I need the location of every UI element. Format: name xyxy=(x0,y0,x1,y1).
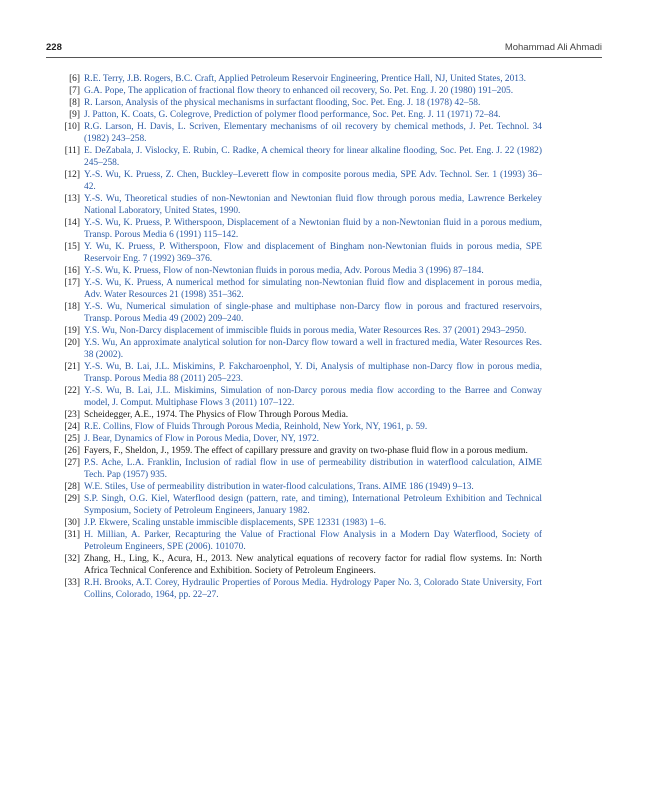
reference-number: [12] xyxy=(64,170,80,180)
reference-link[interactable]: Y.-S. Wu, B. Lai, J.L. Miskimins, P. Fakcharoenphol, Y. Di, Analysis of multiphase non-Darcy flow in porous media, Transp. Porous Media 88 (2011) 205–223. xyxy=(84,362,542,384)
reference-link[interactable]: R. Larson, Analysis of the physical mechanisms in surfactant flooding, Soc. Pet. Eng. J. 18 (1978) 42–58. xyxy=(84,98,481,108)
page-header xyxy=(46,40,602,56)
reference-link[interactable]: Y.S. Wu, An approximate analytical solution for non-Darcy flow toward a well in fractured media, Water Resources Res. 38 (2002). xyxy=(84,338,542,360)
reference-link[interactable]: Y.-S. Wu, Theoretical studies of non-Newtonian and Newtonian fluid flow through porous media, Lawrence Berkeley National Laboratory, United States, 1990. xyxy=(84,194,542,216)
reference-item xyxy=(60,445,542,457)
reference-number: [10] xyxy=(64,122,80,132)
reference-number: [8] xyxy=(69,98,80,108)
reference-item[interactable] xyxy=(60,529,542,553)
reference-link[interactable]: E. DeZabala, J. Vislocky, E. Rubin, C. Radke, A chemical theory for linear alkaline flooding, Soc. Pet. Eng. J. 22 (1982) 245–258. xyxy=(84,146,542,168)
reference-item[interactable] xyxy=(60,457,542,481)
reference-link[interactable]: R.E. Terry, J.B. Rogers, B.C. Craft, Applied Petroleum Reservoir Engineering, Prentice Hall, NJ, United States, 2013. xyxy=(84,74,526,84)
reference-item[interactable] xyxy=(60,301,542,325)
reference-number: [6] xyxy=(69,74,80,84)
reference-number: [16] xyxy=(64,266,80,276)
reference-item[interactable] xyxy=(60,433,542,445)
reference-number: [33] xyxy=(64,578,80,588)
reference-item[interactable] xyxy=(60,169,542,193)
reference-number: [9] xyxy=(69,110,80,120)
reference-number: [21] xyxy=(64,362,80,372)
reference-link[interactable]: J. Bear, Dynamics of Flow in Porous Media, Dover, NY, 1972. xyxy=(84,434,319,444)
reference-item[interactable] xyxy=(60,73,542,85)
reference-link[interactable]: J.P. Ekwere, Scaling unstable immiscible displacements, SPE 12331 (1983) 1–6. xyxy=(84,518,387,528)
reference-link[interactable]: R.H. Brooks, A.T. Corey, Hydraulic Properties of Porous Media. Hydrology Paper No. 3, Colorado State University, Fort Collins, Colorado, 1964, pp. 22–27. xyxy=(84,578,542,600)
reference-number: [19] xyxy=(64,326,80,336)
reference-item[interactable] xyxy=(60,577,542,601)
header-rule xyxy=(46,57,602,58)
reference-link[interactable]: H. Millian, A. Parker, Recapturing the Value of Fractional Flow Analysis in a Modern Day Waterflood, Society of Petroleum Engineers, SPE (2006). 101070. xyxy=(84,530,542,552)
reference-item[interactable] xyxy=(60,517,542,529)
reference-list xyxy=(60,73,542,601)
reference-number: [15] xyxy=(64,242,80,252)
reference-number: [23] xyxy=(64,410,80,420)
reference-text: Scheidegger, A.E., 1974. The Physics of Flow Through Porous Media. xyxy=(84,410,349,420)
reference-item[interactable] xyxy=(60,217,542,241)
reference-item[interactable] xyxy=(60,481,542,493)
reference-link[interactable]: S.P. Singh, O.G. Kiel, Waterflood design (pattern, rate, and timing), International Petroleum Exhibition and Technical Symposium, Society of Petroleum Engineers, January 1982. xyxy=(84,494,542,516)
reference-number: [27] xyxy=(64,458,80,468)
reference-link[interactable]: Y.-S. Wu, K. Pruess, Z. Chen, Buckley–Leverett flow in composite porous media, SPE Adv. Technol. Ser. 1 (1993) 36–42. xyxy=(84,170,542,192)
reference-item[interactable] xyxy=(60,97,542,109)
reference-text: Zhang, H., Ling, K., Acura, H., 2013. New analytical equations of recovery factor for radial flow systems. In: North Africa Technical Conference and Exhibition. Society of Petroleum Engineers. xyxy=(84,554,542,576)
reference-link[interactable]: Y.-S. Wu, B. Lai, J.L. Miskimins, Simulation of non-Darcy porous media flow according to the Barree and Conway model, J. Comput. Multiphase Flows 3 (2011) 107–122. xyxy=(84,386,542,408)
reference-item xyxy=(60,553,542,577)
reference-item[interactable] xyxy=(60,193,542,217)
reference-number: [14] xyxy=(64,218,80,228)
reference-number: [7] xyxy=(69,86,80,96)
reference-link[interactable]: Y. Wu, K. Pruess, P. Witherspoon, Flow and displacement of Bingham non-Newtonian fluids in porous media, SPE Reservoir Eng. 7 (1992) 369–376. xyxy=(84,242,542,264)
reference-item[interactable] xyxy=(60,85,542,97)
reference-number: [24] xyxy=(64,422,80,432)
reference-item[interactable] xyxy=(60,241,542,265)
running-head: Mohammad Ali Ahmadi xyxy=(504,42,602,53)
reference-item xyxy=(60,409,542,421)
reference-item[interactable] xyxy=(60,385,542,409)
reference-number: [17] xyxy=(64,278,80,288)
reference-link[interactable]: Y.-S. Wu, Numerical simulation of single-phase and multiphase non-Darcy flow in porous and fractured reservoirs, Transp. Porous Media 49 (2002) 209–240. xyxy=(84,302,542,324)
reference-link[interactable]: W.E. Stiles, Use of permeability distribution in water-flood calculations, Trans. AIME 186 (1949) 9–13. xyxy=(84,482,474,492)
reference-item[interactable] xyxy=(60,337,542,361)
reference-link[interactable]: P.S. Ache, L.A. Franklin, Inclusion of radial flow in use of permeability distribution in waterflood calculation, AIME Tech. Pap (1957) 935. xyxy=(84,458,542,480)
reference-number: [26] xyxy=(64,446,80,456)
reference-number: [20] xyxy=(64,338,80,348)
reference-link[interactable]: G.A. Pope, The application of fractional flow theory to enhanced oil recovery, So. Pet. Eng. J. 20 (1980) 191–205. xyxy=(84,86,514,96)
reference-link[interactable]: Y.-S. Wu, K. Pruess, Flow of non-Newtonian fluids in porous media, Adv. Porous Media 3 (1996) 87–184. xyxy=(84,266,484,276)
reference-number: [32] xyxy=(64,554,80,564)
reference-item[interactable] xyxy=(60,493,542,517)
reference-number: [18] xyxy=(64,302,80,312)
reference-item[interactable] xyxy=(60,121,542,145)
reference-number: [13] xyxy=(64,194,80,204)
reference-link[interactable]: J. Patton, K. Coats, G. Colegrove, Prediction of polymer flood performance, Soc. Pet. Eng. J. 11 (1971) 72–84. xyxy=(84,110,501,120)
reference-number: [22] xyxy=(64,386,80,396)
reference-item[interactable] xyxy=(60,277,542,301)
reference-link[interactable]: Y.S. Wu, Non-Darcy displacement of immiscible fluids in porous media, Water Resources Res. 37 (2001) 2943–2950. xyxy=(84,326,527,336)
reference-item[interactable] xyxy=(60,325,542,337)
reference-text: Fayers, F., Sheldon, J., 1959. The effect of capillary pressure and gravity on two-phase fluid flow in a porous medium. xyxy=(84,446,528,456)
reference-number: [11] xyxy=(64,146,80,156)
reference-link[interactable]: R.G. Larson, H. Davis, L. Scriven, Elementary mechanisms of oil recovery by chemical methods, J. Pet. Technol. 34 (1982) 243–258. xyxy=(84,122,542,144)
reference-link[interactable]: R.E. Collins, Flow of Fluids Through Porous Media, Reinhold, New York, NY, 1961, p. 59. xyxy=(84,422,428,432)
reference-number: [29] xyxy=(64,494,80,504)
reference-link[interactable]: Y.-S. Wu, K. Pruess, P. Witherspoon, Displacement of a Newtonian fluid by a non-Newtonian fluid in a porous medium, Transp. Porous Media 6 (1991) 115–142. xyxy=(84,218,542,240)
page-number: 228 xyxy=(46,42,62,53)
reference-item[interactable] xyxy=(60,421,542,433)
reference-number: [30] xyxy=(64,518,80,528)
reference-number: [25] xyxy=(64,434,80,444)
reference-item[interactable] xyxy=(60,361,542,385)
reference-link[interactable]: Y.-S. Wu, K. Pruess, A numerical method for simulating non-Newtonian fluid flow and displacement in porous media, Adv. Water Resources 21 (1998) 351–362. xyxy=(84,278,542,300)
reference-number: [28] xyxy=(64,482,80,492)
reference-number: [31] xyxy=(64,530,80,540)
reference-item[interactable] xyxy=(60,109,542,121)
reference-item[interactable] xyxy=(60,145,542,169)
reference-item[interactable] xyxy=(60,265,542,277)
